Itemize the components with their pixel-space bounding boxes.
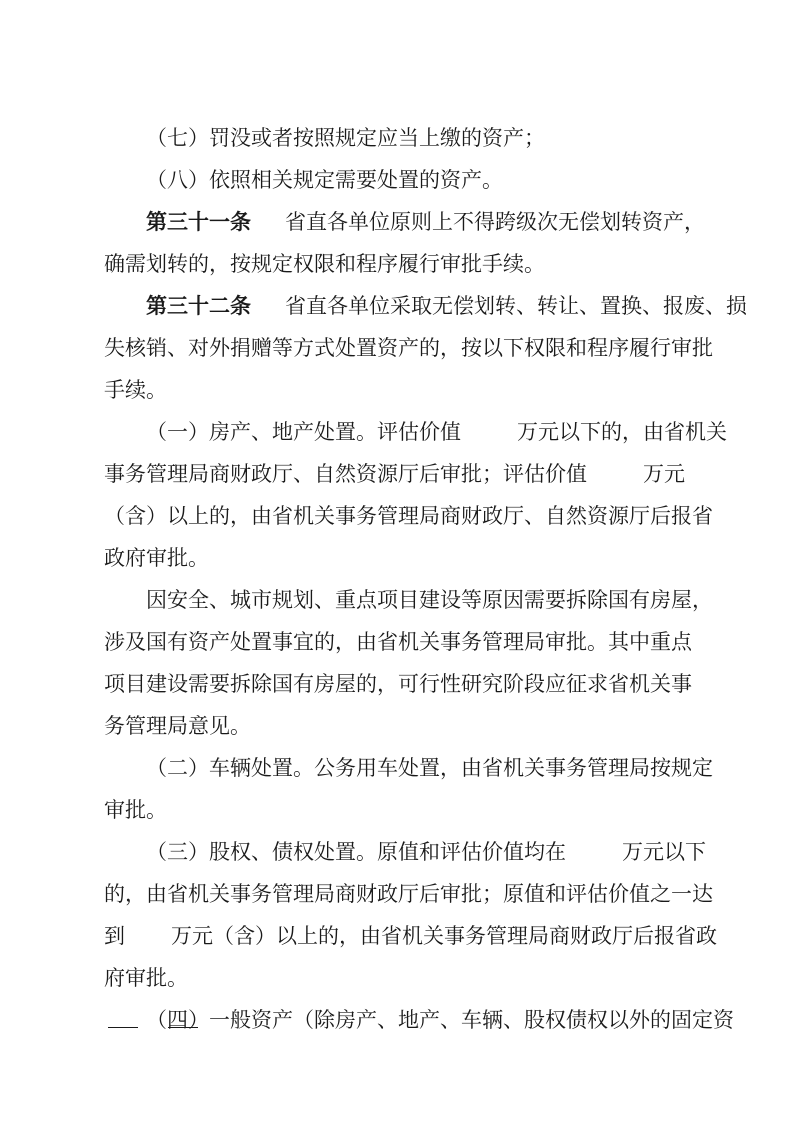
paragraph-line: 的，由省机关事务管理局商财政厅后审批；原值和评估价值之一达 <box>104 882 713 906</box>
paragraph-line <box>146 418 727 446</box>
text-segment: 万元 <box>643 462 685 486</box>
paragraph-line <box>104 460 685 488</box>
text-segment: （三）股权、债权处置。原值和评估价值均在 <box>146 840 566 864</box>
article-line <box>146 292 747 320</box>
text-segment: 万元以下 <box>622 840 706 864</box>
paragraph-line: 项目建设需要拆除国有房屋的，可行性研究阶段应征求省机关事 <box>104 672 692 696</box>
page-footer <box>108 1012 198 1040</box>
paragraph-line: （四）一般资产（除房产、地产、车辆、股权债权以外的固定资 <box>146 1008 734 1032</box>
article-heading: 第三十二条 <box>146 294 251 318</box>
footer-dash-left <box>108 1027 138 1028</box>
paragraph-line: 政府审批。 <box>104 546 209 570</box>
paragraph-line: 确需划转的，按规定权限和程序履行审批手续。 <box>104 252 545 276</box>
text-segment: 到 <box>104 924 125 948</box>
paragraph-line: 务管理局意见。 <box>104 714 251 738</box>
footer-dash-right <box>168 1027 198 1028</box>
paragraph-line: 因安全、城市规划、重点项目建设等原因需要拆除国有房屋， <box>146 588 713 612</box>
paragraph-line <box>104 922 717 950</box>
paragraph-line: 手续。 <box>104 378 167 402</box>
paragraph-line: （七）罚没或者按照规定应当上缴的资产； <box>146 126 545 150</box>
text-segment: （一）房产、地产处置。评估价值 <box>146 420 461 444</box>
text-segment: 事务管理局商财政厅、自然资源厅后审批；评估价值 <box>104 462 587 486</box>
paragraph-line: （八）依照相关规定需要处置的资产。 <box>146 168 503 192</box>
article-text: 省直各单位原则上不得跨级次无偿划转资产， <box>285 210 705 234</box>
text-segment: 万元（含）以上的，由省机关事务管理局商财政厅后报省政 <box>171 924 717 948</box>
paragraph-line: （二）车辆处置。公务用车处置，由省机关事务管理局按规定 <box>146 756 713 780</box>
article-heading: 第三十一条 <box>146 210 251 234</box>
paragraph-line <box>146 838 706 866</box>
paragraph-line: 涉及国有资产处置事宜的，由省机关事务管理局审批。其中重点 <box>104 630 692 654</box>
paragraph-line: 审批。 <box>104 798 167 822</box>
article-line <box>146 208 705 236</box>
paragraph-line: 失核销、对外捐赠等方式处置资产的，按以下权限和程序履行审批 <box>104 336 713 360</box>
text-segment: 万元以下的，由省机关 <box>517 420 727 444</box>
paragraph-line: （含）以上的，由省机关事务管理局商财政厅、自然资源厅后报省 <box>104 504 713 528</box>
article-text: 省直各单位采取无偿划转、转让、置换、报废、损 <box>285 294 747 318</box>
paragraph-line: 府审批。 <box>104 966 188 990</box>
